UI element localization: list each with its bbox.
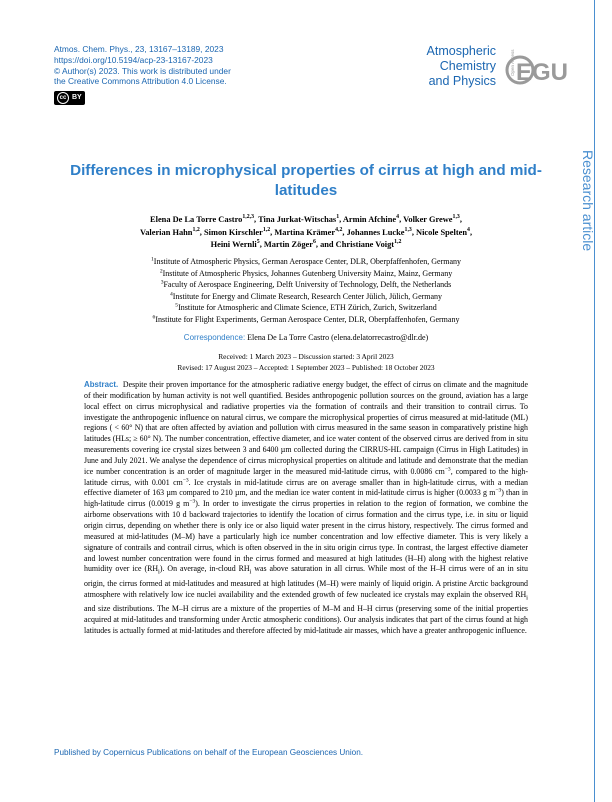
- citation-block: [54, 44, 231, 105]
- cc-icon: cc: [57, 92, 69, 104]
- abstract: [84, 380, 528, 637]
- license-link[interactable]: the Creative Commons Attribution 4.0 License.: [54, 76, 227, 87]
- doi-link[interactable]: https://doi.org/10.5194/acp-23-13167-2023: [54, 54, 213, 65]
- affiliation-4: $^4$Institute for Energy and Climate Research, Research Center Jülich, Jülich, Germany: [169, 291, 443, 301]
- correspondence-contact[interactable]: Elena De La Torre Castro (elena.delatorrecastro@dlr.de): [247, 333, 429, 342]
- publication-dates: [60, 352, 552, 374]
- journal-name-line2: Chemistry: [439, 59, 496, 73]
- journal-name-line3: and Physics: [428, 74, 496, 88]
- journal-logo: [402, 44, 569, 100]
- affiliation-5: $^5$Institute for Atmospheric and Climate Science, ETH Zürich, Zurich, Switzerland: [175, 302, 437, 313]
- copyright-line: © Author(s) 2023. This work is distributed under: [54, 65, 231, 76]
- affiliation-2: $^2$Institute of Atmospheric Physics, Johannes Gutenberg University Mainz, Mainz, Germany: [159, 267, 453, 278]
- affiliation-list: [60, 256, 552, 326]
- sidebar-rule: [594, 0, 595, 802]
- correspondence: [60, 333, 552, 342]
- correspondence-label: Correspondence:: [183, 333, 246, 342]
- cc-license-badge[interactable]: [54, 91, 85, 105]
- dates-line-1: Received: 1 March 2023 – Discussion started: 3 April 2023: [218, 352, 394, 361]
- author-line-3: Heini Wernli$^5$, Martin Zöger$^6$, and Christiane Voigt$^{1,2}$: [210, 239, 402, 249]
- journal-name: [427, 44, 496, 89]
- article-title: Differences in microphysical properties of cirrus at high and mid-latitudes: [70, 162, 542, 199]
- egu-logo-text: EGU: [516, 59, 569, 86]
- journal-name-line1: Atmospheric: [426, 44, 496, 58]
- publisher-footer: Published by Copernicus Publications on behalf of the European Geosciences Union.: [54, 748, 364, 757]
- egu-logo-icon: [502, 49, 569, 90]
- cc-badge-label: BY: [72, 93, 82, 101]
- abstract-label: Abstract.: [84, 380, 119, 389]
- affiliation-1: $^1$Institute of Atmospheric Physics, German Aerospace Center, DLR, Oberpfaffenhofen, Germany: [150, 256, 462, 266]
- abstract-text: Despite their proven importance for the atmospheric radiative energy budget, the effect of cirrus on climate and the magnitude of their modification by human activity is not well quantified. Besides anthropogenic pollution sources on the ground, aviation has a large local effect on cirrus microphysical and radiative properties via the formation of contrails and their transition to contrail cirrus. To investigate the anthropogenic influence on natural cirrus, we compare the microphysical properties of cirrus measured at mid-latitude (ML) regions ( < 60° N) that are often affected by aviation and pollution with cirrus measured in the same season in comparatively pristine high latitudes (HLs; ≥ 60° N). The number concentration, effective diameter, and ice water content of the observed cirrus are derived from in situ measurements covering ice crystal sizes between 3 and 6400 µm collected during the CIRRUS-HL campaign (Cirrus in High Latitudes) in June and July 2021. We analyse the dependence of cirrus microphysical properties on altitude and latitude and demonstrate that the median ice number concentration is an order of magnitude larger in the measured mid-latitude cirrus, with 0.0086 $cm^{-3}$, compared to the high-latitude cirrus, with 0.001 $cm^{-3}$. Ice crystals in mid-latitude cirrus are on average smaller than in high-latitude cirrus, with a median effective diameter of 163 µm compared to 210 µm, and the median ice water content in mid-latitude cirrus is higher (0.0033 g $m^{-3}$) than in high-latitude cirrus (0.0019 g $m^{-3}$). In order to investigate the cirrus properties in relation to the region of formation, we combine the airborne observations with 10 d backward trajectories to identify the location of cirrus formation and the cirrus type, i.e. in situ or liquid origin cirrus, depending on whether there is only ice or also liquid water present in the cirrus history, respectively. The cirrus formed and measured at mid-latitudes (M–M) have a particularly high ice number concentration and low effective diameter. This is very likely a signature of contrails and contrail cirrus, which is often observed in the in situ origin cirrus type. In contrast, the largest effective diameter and lowest number concentration were found in the cirrus formed and measured at high latitudes (H–H) along with the highest relative humidity over ice $(RH_i)$. On average, in-cloud $RH_i$ was above saturation in all cirrus. While most of the H–H cirrus were of an in situ origin, the cirrus formed at mid-latitudes and measured at high latitudes (M–H) were mainly of liquid origin. A pristine Arctic background atmosphere with relatively low ice nuclei availability and the extended growth of few nucleated ice crystals may explain the observed $RH_i$ and size distributions. The M–H cirrus are a mixture of the properties of M–M and H–H cirrus (preserving some of the initial properties acquired at mid-latitudes and transforming under Arctic atmospheric conditions). Our analysis indicates that part of the cirrus found at high latitudes is actually formed at mid-latitudes and therefore affected by mid-latitude air masses, which have a greater anthropogenic influence.: [84, 380, 529, 635]
- dates-line-2: Revised: 17 August 2023 – Accepted: 1 September 2023 – Published: 18 October 2023: [177, 362, 435, 372]
- citation-line: Atmos. Chem. Phys., 23, 13167–13189, 2023: [54, 44, 224, 54]
- affiliation-3: $^3$Faculty of Aerospace Engineering, Delft University of Technology, Delft, the Netherlands: [160, 279, 452, 290]
- affiliation-6: $^6$Institute for Flight Experiments, German Aerospace Center, DLR, Oberpfaffenhofen, Germany: [152, 314, 460, 324]
- open-access-label: Open Access: [510, 49, 515, 76]
- author-list: [72, 214, 540, 252]
- article-type-label: Research article: [580, 150, 596, 252]
- author-line-1: Elena De La Torre Castro$^{1,2,3}$, Tina Jurkat-Witschas$^1$, Armin Afchine$^4$, Volker Grewe$^{1,3}$,: [150, 214, 462, 224]
- article-type-sidebar: [570, 0, 612, 802]
- author-line-2: Valerian Hahn$^{1,2}$, Simon Kirschler$^{1,2}$, Martina Krämer$^{4,2}$, Johannes Lucke$^{1,3}$, Nicole Spelten$^4$,: [139, 226, 473, 237]
